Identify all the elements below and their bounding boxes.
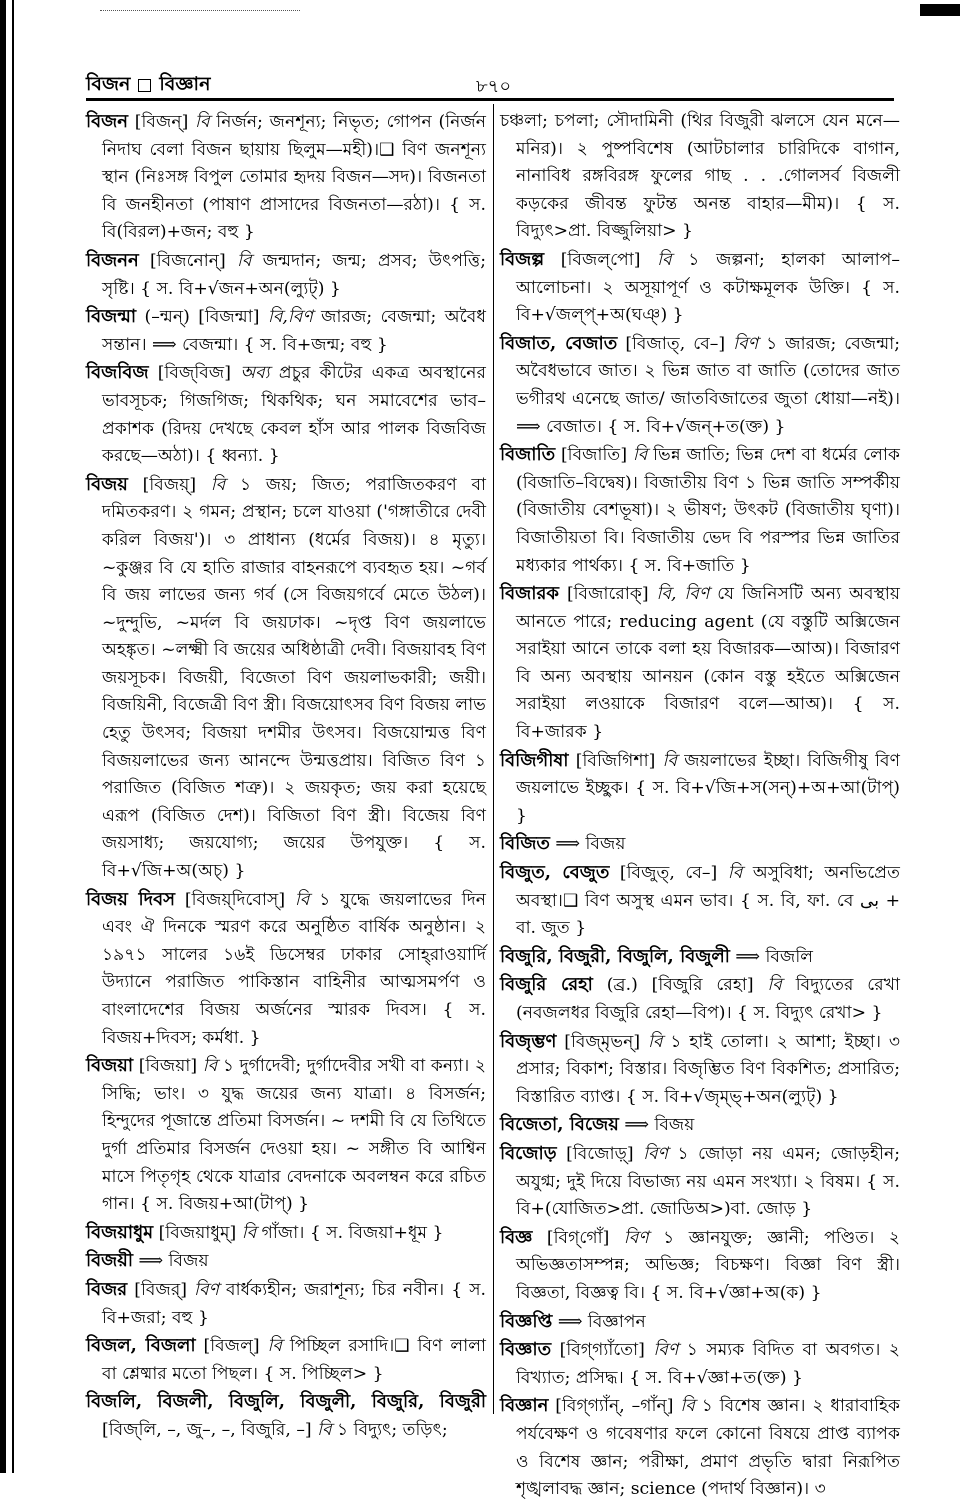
definition: নির্জন; জনশূন্য; নিভৃত; গোপন (নির্জন নিদাঘ বেলা বিজন ছায়ায় ছিলুম—মহী)।❑ বিণ জনশূন্য স্থান (নিঃসঙ্গ বিপুল তোমার হৃদয় বিজন—সদ)। বিজনতা বি জনহীনতা (পাষাণ প্রাসাদের বিজনতা—রঠা)। { স. বি(বিরল)+জন; বহু } (102, 112, 487, 243)
dictionary-entry (500, 108, 900, 246)
definition: ⟹ বিজলি (735, 946, 814, 967)
pronunciation: [বিজ্‌বিজ] (157, 363, 231, 384)
definition: ১ সম্যক বিদিত বা অবগত। ২ বিখ্যাত; প্রসিদ্ধ। { স. বি+√জ্ঞা+ত(ক্ত) } (516, 1340, 900, 1388)
pronunciation: [বিজয়া] (138, 1056, 198, 1077)
dictionary-entry (86, 1247, 486, 1276)
part-of-speech: বিণ (643, 1143, 668, 1164)
guide-word-last: বিজ্ঞান (159, 73, 211, 95)
pronunciation: [বিগ্‌গোঁ] (546, 1227, 610, 1248)
headword: বিজৃম্ভণ (500, 1030, 557, 1052)
part-of-speech: বি (195, 112, 210, 132)
column-divider (493, 104, 494, 1414)
headword: বিজাতি (500, 444, 556, 466)
pronunciation: [বিজারোক্] (566, 584, 649, 605)
dictionary-entry (86, 1332, 486, 1388)
definition: ১ হাই তোলা। ২ আশা; ইচ্ছা। ৩ প্রসার; বিকাশ; বিস্তার। বিজৃম্ভিত বিণ বিকশিত; প্রসারিত; বিস্তারিত ব্যাপ্ত। { স. বি+√জৃম্ভ্+অন(ল্যুট্) } (516, 1031, 901, 1107)
definition: যে জিনিসটি অন্য অবস্থায় আনতে পারে; reducing agent (যে বস্তুটি অক্সিজেন সরাইয়া আনে তাকে বলা হয় বিজারক—আঅ)। বিজারণ বি অন্য অবস্থায় আনয়ন (কোন বস্তু হইতে অক্সিজেন সরাইয়া লওয়াকে বিজারণ বলে—আঅ)। { স. বি+জারক } (516, 584, 901, 743)
part-of-speech: বিণ (194, 1279, 219, 1300)
dictionary-entry (86, 1388, 486, 1444)
headword: বিজ্ঞ (500, 1226, 533, 1248)
part-of-speech: বি, বিণ (656, 584, 710, 605)
dictionary-entry (500, 580, 900, 747)
definition: জারজ; বেজন্মা; অবৈধ সন্তান। ⟹ বেজন্মা। { স. বি+জন্ম; বহু } (102, 307, 486, 355)
dictionary-entry (86, 303, 486, 359)
part-of-speech: বিণ (733, 333, 759, 354)
headword: বিজোড় (500, 1142, 557, 1164)
definition: ১ বিশেষ জ্ঞান। ২ ধারাবাহিক পর্যবেক্ষণ ও গবেষণার ফলে কোনো বিষয়ে প্রাপ্ত ব্যাপক ও বিশেষ জ্ঞান; পরীক্ষা, প্রমাণ প্রভৃতি দ্বারা নিরূপিত শৃঙ্খলাবদ্ধ জ্ঞান; science (পদার্থ বিজ্ঞান)। ৩ (516, 1396, 901, 1500)
dictionary-entry (86, 108, 486, 247)
definition: বিদ্যুতের রেখা (নবজলধর বিজুরি রেহা—বিপ)। { স. বিদ্যুৎ রেখা> } (516, 975, 901, 1023)
dictionary-entry (500, 1392, 900, 1503)
definition: অসুবিধা; অনভিপ্রেত অবস্থা।❑ বিণ অসুস্থ এমন ভাব। { স. বি, ফা. বে بی + বা. জুত } (516, 863, 901, 939)
headword: বিজেতা, বিজেয় (500, 1114, 619, 1136)
pronunciation: [বিজিগিশা] (575, 750, 656, 771)
definition: ভিন্ন জাতি; ভিন্ন দেশ বা ধর্মের লোক (বিজাতি–বিদ্বেষ)। বিজাতীয় বিণ ১ ভিন্ন জাতি সম্পর্কীয় (বিজাতীয় বেশভূষা)। ২ ভীষণ; উৎকট (বিজাতীয় ঘৃণা)। বিজাতীয়তা বি। বিজাতীয় ভেদ বি পরস্পর ভিন্ন জাতির মধ্যকার পার্থক্য। { স. বি+জাতি } (516, 445, 900, 576)
pronunciation: [বিজ্‌লি, –, জু–, –, বিজুরি, –] (102, 1419, 312, 1440)
dictionary-entry (500, 747, 900, 831)
right-column (500, 108, 900, 1504)
part-of-speech: বি,বিণ (267, 307, 313, 328)
part-of-speech: বি (727, 863, 743, 884)
dictionary-entry (86, 359, 486, 470)
left-column (86, 108, 486, 1445)
pronunciation: (ব্র.) [বিজুরি রেহা] (606, 975, 754, 996)
pronunciation: [বিজোড়্] (566, 1143, 634, 1164)
definition: ⟹ বিজয় (555, 834, 626, 855)
definition: জন্মদান; জন্ম; প্রসব; উৎপত্তি; সৃষ্টি। { স. বি+√জন+অন(ল্যুট্) } (102, 250, 487, 299)
dictionary-entry (500, 1140, 900, 1224)
part-of-speech: বি (317, 1419, 332, 1440)
scan-corner-mark (920, 4, 960, 16)
pronunciation: [বিগ্‌গ্যাঁন্, –গাঁন্] (555, 1396, 674, 1417)
headword: বিজল্প (500, 248, 545, 270)
pronunciation: [বিজয়্‌দিবোস্] (184, 889, 286, 910)
scan-border-left (0, 0, 6, 1473)
pronunciation: [বিজনোন্] (150, 250, 226, 271)
headword: বিজুরি রেহা (500, 974, 593, 996)
definition: ⟹ বিজ্ঞাপন (557, 1311, 646, 1332)
headword: বিজারক (500, 583, 559, 605)
pronunciation: (–ন্মন্) [বিজন্মা] (144, 307, 260, 328)
definition: ১ জারজ; বেজন্মা; অবৈধভাবে জাত। ২ ভিন্ন জাত বা জাতি (তোদের জাত ভগীরথ এনেছে জাত/ জাতবিজাতের জুতা ধোয়া—নই)। ⟹ বেজাত। { স. বি+√জন্+ত(ক্ত) } (516, 333, 901, 437)
dictionary-entry (500, 441, 900, 580)
headword: বিজ্ঞাত (500, 1339, 552, 1361)
pronunciation: [বিজাত্, বে–] (625, 333, 726, 354)
part-of-speech: বি (202, 1056, 218, 1077)
definition: প্রচুর কীটের একত্র অবস্থানের ভাবসূচক; গিজগিজ; থিকথিক; ঘন সমাবেশের ভাব–প্রকাশক (রিদয় দেখছে কেবল হাঁস আর পালক বিজবিজ করছে—অঠা)। { ধ্বন্যা. } (102, 363, 486, 467)
definition: ১ জ্ঞানযুক্ত; জ্ঞানী; পণ্ডিত। ২ অভিজ্ঞতাসম্পন্ন; অভিজ্ঞ; বিচক্ষণ। বিজ্ঞা বিণ স্ত্রী। বিজ্ঞতা, বিজ্ঞত্ব বি। { স. বি+√জ্ঞা+অ(ক) } (516, 1227, 901, 1303)
pronunciation: [বিজর্] (134, 1279, 187, 1300)
headword: বিজবিজ (86, 362, 149, 384)
headword: বিজয় দিবস (86, 888, 176, 910)
dictionary-entry (500, 1336, 900, 1392)
pronunciation: [বিজল্] (203, 1336, 260, 1357)
dictionary-entry (86, 886, 486, 1053)
pronunciation: [বিজ্‌মৃভন্] (564, 1031, 641, 1052)
definition: বার্ধক্যহীন; জরাশূন্য; চির নবীন। { স. বি+জরা; বহু } (102, 1279, 487, 1328)
headword: বিজাত, বেজাত (500, 332, 618, 354)
dictionary-entry (500, 246, 900, 330)
part-of-speech: বি (241, 1222, 257, 1243)
scan-border-left-inner (12, 0, 14, 1473)
headword: বিজ্ঞপ্তি (500, 1310, 553, 1332)
headword: বিজন (86, 111, 129, 132)
headword: বিজয়া (86, 1055, 134, 1077)
definition: ১ দুর্গাদেবী; দুর্গাদেবীর সখী বা কন্যা। ২ সিদ্ধি; ভাং। ৩ যুদ্ধ জয়ের জন্য যাত্রা। ৪ বিসর্জন; হিন্দুদের পূজান্তে প্রতিমা বিসর্জন। ~ দশমী বি যে তিথিতে দুর্গা প্রতিমার বিসর্জন দেওয়া হয়। ~ সঙ্গীত বি আশ্বিন মাসে পিতৃগৃহ থেকে যাত্রার বেদনাকে অবলম্বন করে রচিত গান। { স. বিজয়+আ(টাপ্) } (102, 1056, 487, 1215)
dictionary-entry (500, 859, 900, 943)
definition: ১ জল্পনা; হালকা আলাপ–আলোচনা। ২ অসূয়াপূর্ণ ও কটাক্ষমূলক উক্তি। { স. বি+√জল্প্+অ(ঘঞ্) } (516, 249, 900, 326)
headword: বিজুত, বেজুত (500, 862, 610, 884)
definition: ১ যুদ্ধে জয়লাভের দিন এবং ঐ দিনকে স্মরণ করে অনুষ্ঠিত বার্ষিক অনুষ্ঠান। ২ ১৯৭১ সালের ১৬ই ডিসেম্বর ঢাকার সোহ্‌রাওয়ার্দি উদ্যানে পরাজিত পাকিস্তান বাহিনীর আত্মসমর্পণ ও বাংলাদেশের বিজয় অর্জনের স্মারক দিবস। { স. বিজয়+দিবস; কর্মধা. } (102, 889, 486, 1048)
scan-noise (100, 10, 300, 12)
dictionary-entry (500, 1111, 900, 1140)
dictionary-entry (86, 1052, 486, 1219)
part-of-speech: বি (267, 1336, 282, 1357)
headword: বিজুরি, বিজুরী, বিজুলি, বিজুলী (500, 945, 730, 967)
dictionary-entry (500, 1028, 900, 1112)
definition: জয়লাভের ইচ্ছা। বিজিগীষু বিণ জয়লাভে ইচ্ছুক। { স. বি+√জি+স(সন্)+অ+আ(টাপ্) } (516, 750, 901, 826)
pronunciation: [বিজন্] (134, 112, 189, 132)
pronunciation: [বিজুত্, বে–] (619, 863, 718, 884)
pronunciation: [বিজয়াধুম্] (158, 1222, 237, 1243)
part-of-speech: বি (648, 1031, 663, 1052)
part-of-speech: বি (662, 750, 677, 771)
definition: ১ জয়; জিত; পরাজিতকরণ বা দমিতকরণ। ২ গমন; প্রস্থান; চলে যাওয়া ('গঙ্গাতীরে দেবী করিল বিজয়')। ৩ প্রাধান্য (ধর্মের বিজয়)। ৪ মৃত্যু। ~কুঞ্জর বি যে হাতি রাজার বাহনরূপে ব্যবহৃত হয়। ~গর্ব বি জয় লাভের জন্য গর্ব (সে বিজয়গর্বে মেতে উঠল)। ~দুন্দুভি, ~মর্দল বি জয়ঢাক। ~দৃপ্ত বিণ জয়লাভে অহঙ্কৃত। ~লক্ষ্মী বি জয়ের অধিষ্ঠাত্রী দেবী। বিজয়াবহ বিণ জয়সূচক। বিজয়ী, বিজেতা বিণ জয়লাভকারী; জয়ী। বিজয়িনী, বিজেত্রী বিণ স্ত্রী। বিজয়োৎসব বিণ বিজয় লাভ হেতু উৎসব; বিজয়া দশমীর উৎসব। বিজয়োন্মত্ত বিণ বিজয়লাভের জন্য আনন্দে উন্মত্তপ্রায়। বিজিত বিণ ১ পরাজিত (বিজিত শত্রু)। ২ জয়কৃত; জয় করা হয়েছে এরূপ (বিজিত দেশ)। বিজিতা বিণ স্ত্রী। বিজেয় বিণ জয়সাধ্য; জয়যোগ্য; জয়ের উপযুক্ত। { স. বি+√জি+অ(অচ্) } (102, 474, 487, 882)
dictionary-entry (500, 830, 900, 859)
headword: বিজন্মা (86, 306, 137, 328)
dictionary-entry (500, 330, 900, 441)
dictionary-entry (500, 971, 900, 1027)
part-of-speech: বি (657, 249, 672, 270)
headword: বিজয় (86, 473, 128, 495)
part-of-speech: বি (237, 250, 252, 271)
part-of-speech: বি (210, 474, 226, 495)
pronunciation: [বিগ্‌গ্যাঁতো] (559, 1340, 645, 1361)
separator-box-icon (138, 79, 151, 92)
dictionary-entry (500, 1224, 900, 1308)
dictionary-entry (500, 1308, 900, 1337)
dictionary-entry (500, 943, 900, 972)
page-header (86, 70, 890, 96)
definition: ⟹ বিজয় (624, 1115, 695, 1136)
part-of-speech: অব্য (240, 363, 270, 384)
headword: বিজনন (86, 249, 139, 271)
part-of-speech: বি (632, 445, 648, 466)
guide-word-first: বিজন (86, 73, 131, 95)
dictionary-entry (86, 1219, 486, 1248)
headword: বিজয়ী (86, 1250, 134, 1272)
header-rule (86, 98, 894, 101)
definition: ১ জোড়া নয় এমন; জোড়হীন; অযুগ্ম; দুই দিয়ে বিভাজ্য নয় এমন সংখ্যা। ২ বিষম। { স. বি+(যোজিত>প্রা. জোডিঅ>)বা. জোড় } (516, 1143, 900, 1220)
headword: বিজল, বিজলা (86, 1335, 196, 1357)
dictionary-entry (86, 471, 486, 886)
part-of-speech: বি (767, 975, 782, 996)
part-of-speech: বি (680, 1396, 695, 1417)
part-of-speech: বিণ (653, 1340, 679, 1361)
definition: গাঁজা। { স. বিজয়া+ধূম } (261, 1222, 444, 1243)
headword: বিজিত (500, 833, 550, 855)
dictionary-entry (86, 247, 486, 303)
headword: বিজর (86, 1278, 128, 1300)
dictionary-entry (86, 1276, 486, 1332)
definition: ১ বিদ্যুৎ; তড়িৎ; (337, 1419, 448, 1440)
pronunciation: [বিজয়্] (142, 474, 197, 495)
pronunciation: [বিজাতি] (560, 445, 628, 466)
page-number: ৮৭০ (476, 76, 512, 97)
definition: পিচ্ছিল রসাদি।❑ বিণ লালা বা শ্লেষ্মার মতো পিছল। { স. পিচ্ছিল> } (102, 1336, 486, 1384)
part-of-speech: বি (294, 889, 310, 910)
headword: বিজিগীষা (500, 749, 569, 771)
headword: বিজয়াধুম (86, 1221, 154, 1243)
definition: চঞ্চলা; চপলা; সৌদামিনী (থির বিজুরী ঝলসে যেন মনে—মনির)। ২ পুষ্পবিশেষ (আটচালার চারিদিকে বাগান, নানাবিধ রঙ্গবিরঙ্গ ফুলের গাছ . . .গোলসর্ব বিজলী কড়কের জীবন্ত ফুটন্ত অনন্ত বাহার—মীম)। { স. বিদ্যুৎ>প্রা. বিজ্জুলিয়া> } (500, 111, 900, 242)
definition: ⟹ বিজয় (138, 1251, 209, 1272)
part-of-speech: বিণ (623, 1227, 649, 1248)
pronunciation: [বিজল্‌পো] (560, 249, 641, 270)
headword: বিজলি, বিজলী, বিজুলি, বিজুলী, বিজুরি, বিজুরী (86, 1391, 486, 1413)
headword: বিজ্ঞান (500, 1395, 549, 1417)
